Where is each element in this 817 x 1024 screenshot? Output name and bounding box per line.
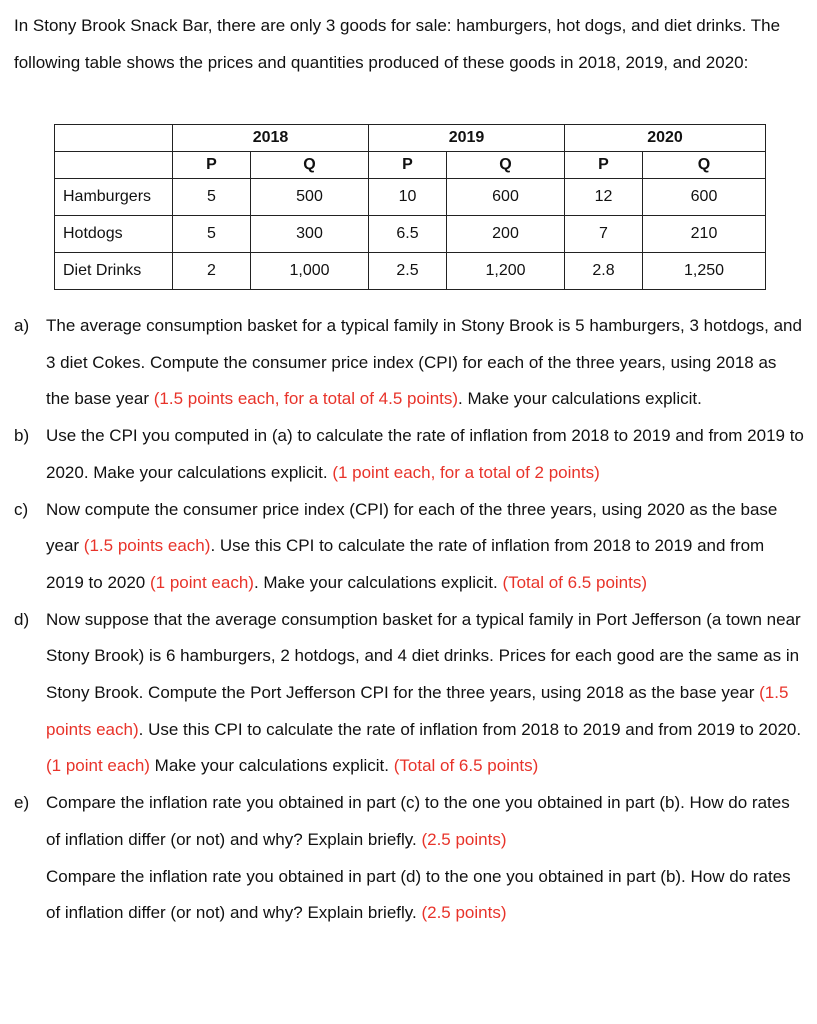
year-header-2020: 2020	[565, 125, 766, 152]
table-cell: 7	[565, 216, 643, 253]
points-note: (2.5 points)	[421, 903, 507, 923]
question-b	[14, 418, 804, 491]
price-quantity-table	[54, 124, 766, 290]
table-cell: 200	[447, 216, 565, 253]
table-cell: 2	[173, 253, 251, 290]
questions-list	[14, 308, 804, 932]
col-header-q: Q	[643, 152, 766, 179]
col-header-p: P	[369, 152, 447, 179]
question-c	[14, 492, 804, 602]
row-label: Hamburgers	[55, 179, 173, 216]
question-e-second-part	[46, 859, 804, 932]
intro-paragraph: In Stony Brook Snack Bar, there are only 3 goods for sale: hamburgers, hot dogs, and diet drinks. The following table shows the prices and quantities produced of these goods in 2018, 2019, and 2020:	[14, 16, 781, 72]
table-cell: 12	[565, 179, 643, 216]
table-cell: 1,250	[643, 253, 766, 290]
question-label: b)	[14, 426, 30, 446]
points-note: (1 point each)	[46, 756, 150, 776]
points-note: (Total of 6.5 points)	[502, 572, 648, 592]
question-text: . Make your calculations explicit.	[253, 572, 503, 592]
points-note: (1 point each, for a total of 2 points)	[332, 462, 600, 482]
question-text: . Use this CPI to calculate the rate of inflation from 2018 to 2019 and from 2019 to 2020.	[138, 719, 802, 739]
points-note: (Total of 6.5 points)	[393, 756, 539, 776]
question-label: a)	[14, 316, 30, 335]
question-text: . Make your calculations explicit.	[458, 389, 702, 409]
table-cell: 600	[643, 179, 766, 216]
table-cell: 210	[643, 216, 766, 253]
table-cell: 2.5	[369, 253, 447, 290]
row-label: Diet Drinks	[55, 253, 173, 290]
col-header-q: Q	[251, 152, 369, 179]
table-cell: 600	[447, 179, 565, 216]
row-label: Hotdogs	[55, 216, 173, 253]
table-cell: 5	[173, 179, 251, 216]
question-label: e)	[14, 793, 30, 813]
question-text: Compare the inflation rate you obtained in part (d) to the one you obtained in part (b). How do rates of inflation differ (or not) and why? Explain briefly.	[46, 866, 791, 923]
table-cell: 10	[369, 179, 447, 216]
table-year-header-row	[55, 125, 766, 152]
question-text: Use the CPI you computed in (a) to calculate the rate of inflation from 2018 to 2019 and from 2019 to 2020. Make your calculations explicit.	[46, 426, 804, 482]
question-text: The average consumption basket for a typical family in Stony Brook is 5 hamburgers, 3 hotdogs, and 3 diet Cokes. Compute the consumer price index (CPI) for each of the three years, using 2018 as the base year	[46, 316, 802, 409]
question-label: c)	[14, 499, 29, 519]
question-text: Now compute the consumer price index (CPI) for each of the three years, using 2020 as the base year	[46, 499, 778, 556]
col-header-p: P	[173, 152, 251, 179]
points-note: (1.5 points each)	[46, 683, 789, 739]
year-header-2018: 2018	[173, 125, 369, 152]
table-cell: 1,000	[251, 253, 369, 290]
points-note: (2.5 points)	[421, 829, 507, 849]
table-row	[55, 216, 766, 253]
question-e	[14, 785, 804, 932]
points-note: (1.5 points each, for a total of 4.5 points)	[153, 389, 459, 409]
table-pq-header-row	[55, 152, 766, 179]
question-label: d)	[14, 609, 30, 629]
table-row	[55, 179, 766, 216]
question-text: Compare the inflation rate you obtained in part (c) to the one you obtained in part (b). How do rates of inflation differ (or not) and why? Explain briefly.	[46, 793, 790, 849]
table-cell: 1,200	[447, 253, 565, 290]
table-corner-cell	[55, 125, 173, 152]
table-row	[55, 253, 766, 290]
table-cell: 500	[251, 179, 369, 216]
question-text: Make your calculations explicit.	[149, 756, 394, 776]
question-a	[14, 308, 804, 418]
year-header-2019: 2019	[369, 125, 565, 152]
question-d	[14, 602, 804, 786]
table-cell: 5	[173, 216, 251, 253]
table-cell: 300	[251, 216, 369, 253]
points-note: (1.5 points each)	[83, 536, 211, 556]
table-cell: 2.8	[565, 253, 643, 290]
table-corner-cell	[55, 152, 173, 179]
col-header-q: Q	[447, 152, 565, 179]
question-text: . Use this CPI to calculate the rate of inflation from 2018 to 2019 and from 2019 to 2020	[46, 536, 765, 592]
table-cell: 6.5	[369, 216, 447, 253]
col-header-p: P	[565, 152, 643, 179]
points-note: (1 point each)	[149, 572, 254, 592]
question-text: Now suppose that the average consumption basket for a typical family in Port Jefferson (a town near Stony Brook) is 6 hamburgers, 2 hotdogs, and 4 diet drinks. Prices for each good are the same as in Stony Brook. Compute the Port Jefferson CPI for the three years, using 2018 as the base year	[46, 609, 801, 703]
